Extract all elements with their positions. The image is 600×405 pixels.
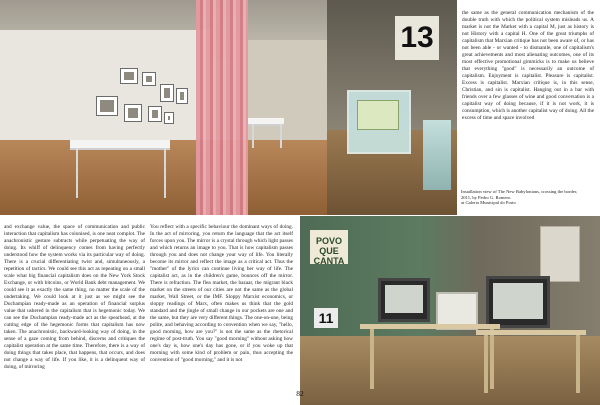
povo-que-canta-sign: POVO QUE CANTA	[310, 230, 348, 264]
tv-screen	[385, 285, 423, 313]
room-number-sign: 11	[314, 308, 338, 328]
framed-artwork	[124, 104, 142, 122]
caption-line: Installation view of The New Babylonians, crossing the border,	[461, 189, 578, 194]
table-leg	[490, 329, 494, 389]
body-text-column-1: and exchange value, the space of communication and public interaction that capitalism has colonised, is one neat complot. The anachronistic gesture subtracts while perpetuating the way of doing. Its whiff of delinquency comes from having perfectly understood how the system works via its particular way of doing. There is a crucial differentiating twist and, simultaneously, a repetition of tactics. We could see this act as repeating on a small scale what big financial capitalism does on the New York Stock Exchange, or with bitcoins, or World Bank debt management. We could see it as exactly the same thing, no matter the scale of the undertaking. We could look at it just as we might see the Duchampian ready-made as an operation of financial surplus value that ushered in the capitalism that is hegemonic today. We can see the Duchampian ready-made act as the spearhead, at the cutting edge of the hegemonic forms that capitalism has now taken. The anachronistic, backward-looking way of doing, in the sense of a gaze coming from behind, discerns and critiques the capitalist operation at the same time. Therefore, there is a way of doing things that takes place, that happens, that occurs, and does not change a way of life. If you like, it is a delinquent way of doing, of mirroring	[4, 224, 145, 370]
caption-line: at Galeria Municipal do Porto	[461, 200, 516, 206]
table-leg	[280, 124, 282, 148]
gallery-installation-photo	[0, 0, 327, 215]
table-leg	[76, 148, 78, 198]
framed-artwork	[120, 68, 138, 84]
table-leg	[164, 148, 166, 198]
crt-television	[486, 276, 550, 328]
wooden-table	[360, 324, 500, 329]
room-number-sign: 13	[395, 16, 439, 60]
caption-line: 2011, by Pedro G. Romero.	[461, 194, 512, 200]
body-text-top-right: the same as the general communication mechanism of the double truth with which the political system misleads us. A market is not the Market with a capital M, just as history is not History with a capital H. One of the great triumphs of capitalism that Marxian critique has not been aware of, or has not been able - or wanted - to dismantle, one of capitalism's great achievements and most alienating outcomes, one of its most effective promotional gimmicks is to make us believe that everything "good" is necessarily an outcome of capitalism. Enjoyment is capitalist. Pleasure is capitalist. Excess is capitalist. Marxian critique is, in this sense, Christian, and sin is capitalist. Hanging out in a bar with friends over a few glasses of wine and good conversation is a capitalist way of doing because, if it is not work, it is consumption, which is another capitalist way of doing. All the excess of time and space involved	[462, 10, 594, 121]
table-leg	[576, 335, 580, 393]
tv-monitors-installation-photo	[300, 216, 600, 405]
crt-television	[378, 278, 430, 322]
tv-room-floor	[300, 336, 600, 405]
framed-artwork	[148, 106, 162, 122]
wall-poster	[540, 226, 580, 282]
photo-caption	[461, 189, 596, 206]
framed-artwork	[164, 112, 174, 124]
table-leg	[484, 335, 488, 393]
table-leg	[370, 329, 374, 389]
display-table	[70, 140, 170, 150]
vitrine-screen	[357, 100, 399, 130]
framed-artwork	[176, 88, 188, 104]
framed-artwork	[142, 72, 156, 86]
page-number: 82	[296, 389, 304, 398]
red-curtain	[196, 0, 248, 215]
framed-artwork	[96, 96, 118, 116]
wooden-table	[476, 330, 586, 335]
table-leg	[252, 124, 254, 148]
framed-artwork	[160, 84, 174, 102]
vitrine-installation-photo	[327, 0, 457, 215]
light-panel	[423, 120, 451, 190]
tv-screen	[493, 283, 543, 319]
body-text-column-2: You reflect with a specific behaviour the dominant ways of doing. In the act of mirroring, you return the language that the act itself forces upon you. The mirror is a crystal through which light passes and which returns an image to you. That is how capitalism passes through you and does not change your way of life. You literally become its mirror and reflect the image as a critical act. Thus the "mother" of the lyrics can continue living her way of life. The capitalist act, as in the children's game, bounces off the mirror. There is refraction. The flea market, the bazaar, the migrant black market on the streets of our cities are not the same as the global market, Wall Street, or the IMF. Sloppy Marxist economics, or sloppy readings of Marx, often makes us think that the gold standard and the jingle of small change in our pockets are one and the same, but they are very different things. The one-on-one, being polite, and behaving according to convention when we say, "hello, good morning, how are you?" is not the same as the rhetorical regime of post-truth. You say "good morning" without asking how one's day is, how one's day has gone, or if you woke up that morning with some kind of problem or pain, thus accepting the convention of "good morning," and it is not	[150, 224, 293, 363]
